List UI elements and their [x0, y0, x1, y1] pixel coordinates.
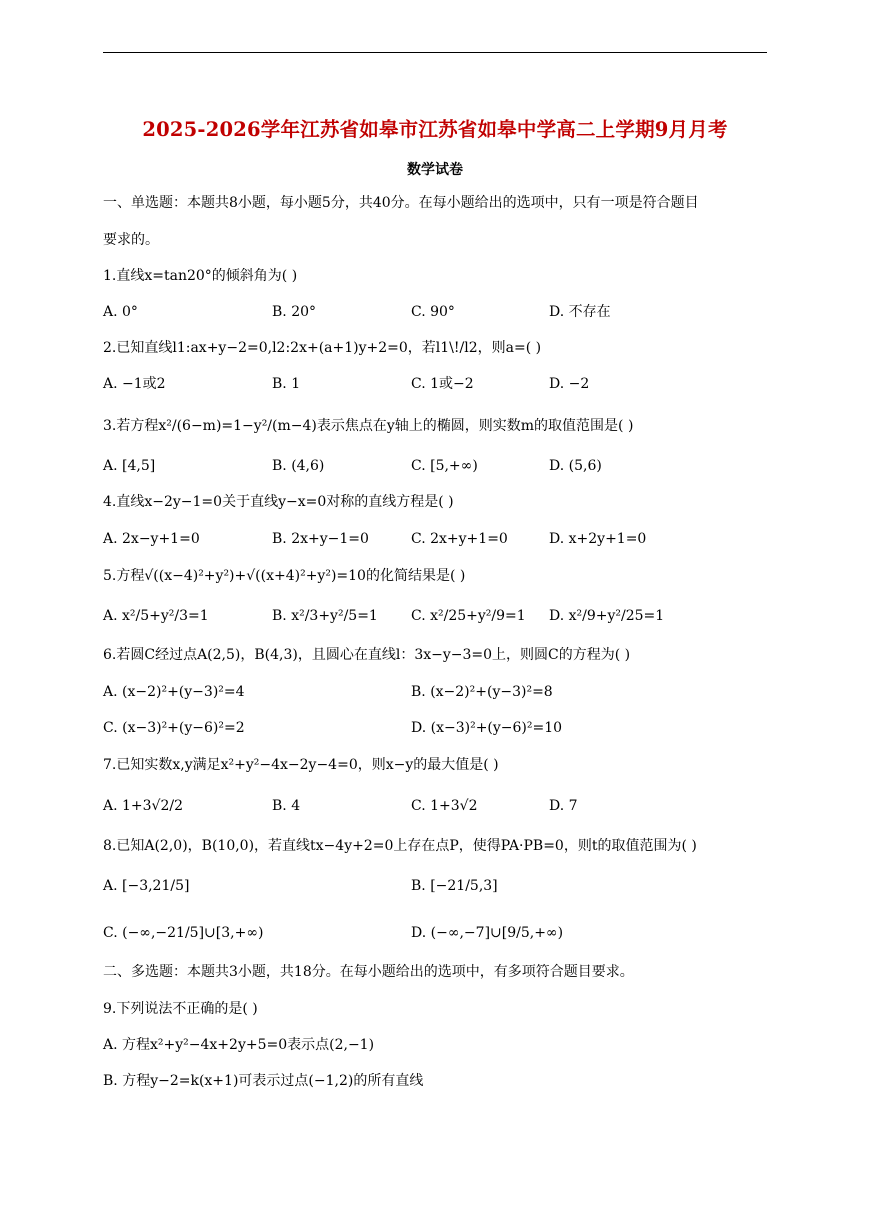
question-7-option-a: A. 1+3√2/2: [103, 798, 184, 814]
question-6-stem: 6.若圆C经过点A(2,5)，B(4,3)，且圆心在直线l：3x−y−3=0上，则圆C的方程为( ): [103, 647, 631, 663]
question-7-option-b: B. 4: [272, 798, 301, 814]
question-2-option-c: C. 1或−2: [411, 376, 474, 392]
question-6-option-b: B. (x−2)²+(y−3)²=8: [411, 684, 553, 700]
question-5-stem: 5.方程√((x−4)²+y²)+√((x+4)²+y²)=10的化简结果是( ): [103, 568, 466, 584]
question-4-option-c: C. 2x+y+1=0: [411, 531, 508, 547]
question-4-stem: 4.直线x−2y−1=0关于直线y−x=0对称的直线方程是( ): [103, 494, 454, 510]
question-5-option-b: B. x²/3+y²/5=1: [272, 608, 378, 624]
header-rule: [103, 52, 767, 53]
question-2-option-a: A. −1或2: [103, 376, 166, 392]
question-8-option-c: C. (−∞,−21/5]∪[3,+∞): [103, 925, 264, 941]
question-1-option-d: D. 不存在: [549, 304, 611, 320]
question-8-stem: 8.已知A(2,0)，B(10,0)，若直线tx−4y+2=0上存在点P，使得PA·PB=0，则t的取值范围为( ): [103, 838, 697, 854]
question-8-option-d: D. (−∞,−7]∪[9/5,+∞): [411, 925, 564, 941]
question-3-option-b: B. (4,6): [272, 458, 325, 474]
exam-subtitle: 数学试卷: [407, 162, 463, 178]
question-9-option-b: B. 方程y−2=k(x+1)可表示过点(−1,2)的所有直线: [103, 1073, 424, 1089]
question-7-option-d: D. 7: [549, 798, 578, 814]
section1-intro-line1: 一、单选题：本题共8小题，每小题5分，共40分。在每小题给出的选项中，只有一项是符合题目: [103, 195, 699, 211]
question-3-stem: 3.若方程x²/(6−m)=1−y²/(m−4)表示焦点在y轴上的椭圆，则实数m的取值范围是( ): [103, 418, 634, 434]
question-5-option-a: A. x²/5+y²/3=1: [103, 608, 209, 624]
question-6-option-d: D. (x−3)²+(y−6)²=10: [411, 720, 563, 736]
section1-intro-line2: 要求的。: [103, 232, 159, 248]
question-4-option-d: D. x+2y+1=0: [549, 531, 647, 547]
question-8-option-a: A. [−3,21/5]: [103, 878, 190, 894]
question-1-stem: 1.直线x=tan20°的倾斜角为( ): [103, 268, 298, 284]
question-6-option-a: A. (x−2)²+(y−3)²=4: [103, 684, 245, 700]
question-8-option-b: B. [−21/5,3]: [411, 878, 498, 894]
question-7-option-c: C. 1+3√2: [411, 798, 478, 814]
question-1-option-b: B. 20°: [272, 304, 317, 320]
question-1-option-c: C. 90°: [411, 304, 455, 320]
question-5-option-c: C. x²/25+y²/9=1: [411, 608, 526, 624]
exam-title: 2025-2026学年江苏省如皋市江苏省如皋中学高二上学期9月月考: [142, 118, 728, 141]
question-6-option-c: C. (x−3)²+(y−6)²=2: [103, 720, 245, 736]
section2-intro: 二、多选题：本题共3小题，共18分。在每小题给出的选项中，有多项符合题目要求。: [103, 964, 634, 980]
question-5-option-d: D. x²/9+y²/25=1: [549, 608, 665, 624]
question-2-option-d: D. −2: [549, 376, 590, 392]
question-3-option-a: A. [4,5]: [103, 458, 156, 474]
question-3-option-d: D. (5,6): [549, 458, 602, 474]
question-9-option-a: A. 方程x²+y²−4x+2y+5=0表示点(2,−1): [103, 1037, 375, 1053]
question-1-option-a: A. 0°: [103, 304, 138, 320]
question-9-stem: 9.下列说法不正确的是( ): [103, 1001, 258, 1017]
question-2-option-b: B. 1: [272, 376, 301, 392]
question-2-stem: 2.已知直线l1:ax+y−2=0,l2:2x+(a+1)y+2=0，若l1\!/l2，则a=( ): [103, 340, 542, 356]
question-3-option-c: C. [5,+∞): [411, 458, 478, 474]
question-4-option-b: B. 2x+y−1=0: [272, 531, 369, 547]
question-7-stem: 7.已知实数x,y满足x²+y²−4x−2y−4=0，则x−y的最大值是( ): [103, 757, 499, 773]
question-4-option-a: A. 2x−y+1=0: [103, 531, 200, 547]
